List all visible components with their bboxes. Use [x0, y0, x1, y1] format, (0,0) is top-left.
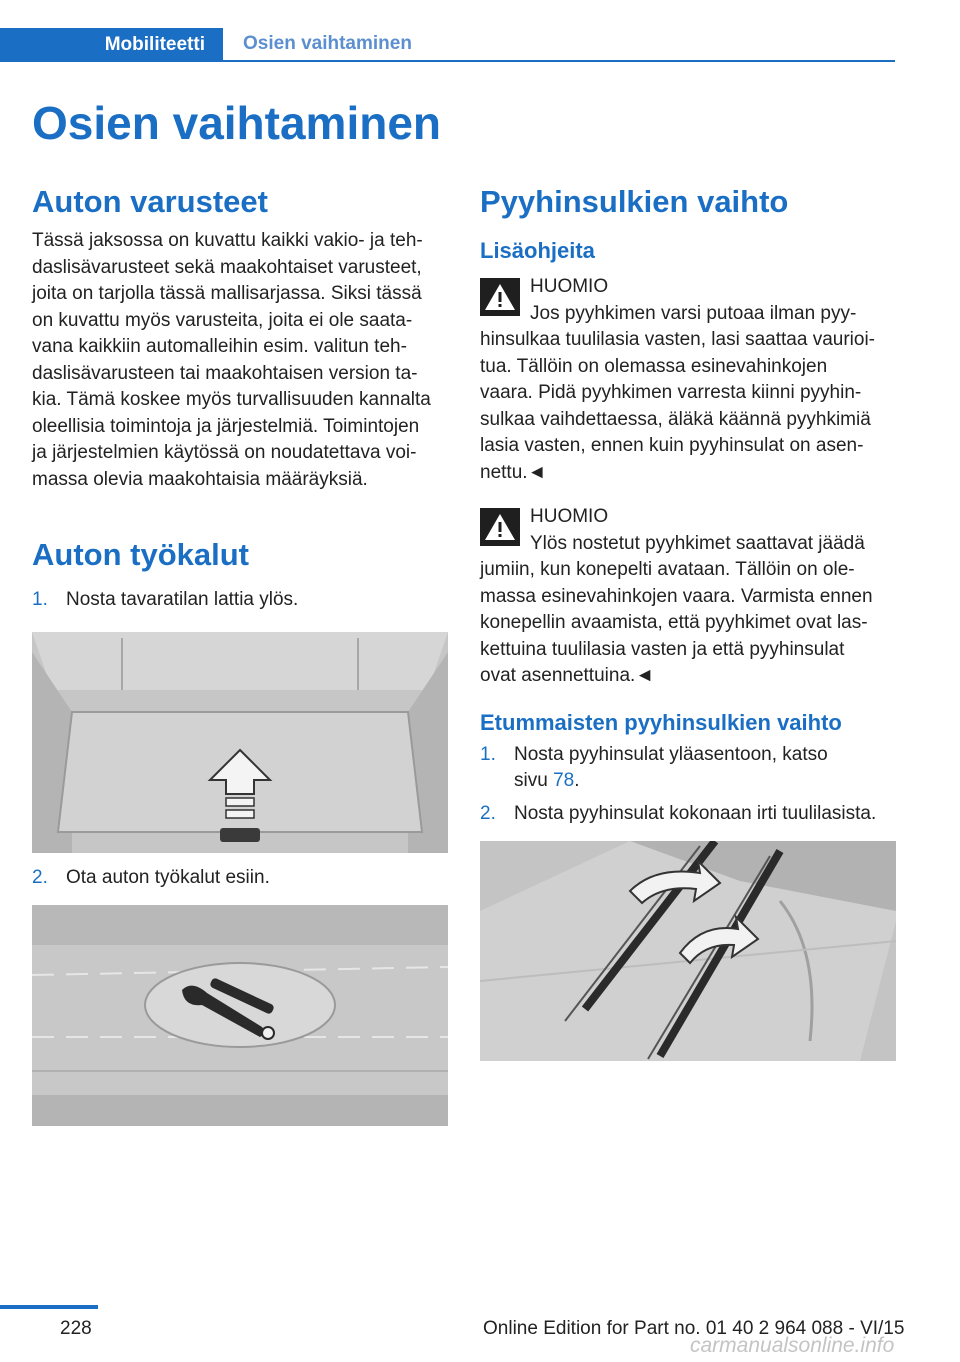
- text-line: nettu.◄: [480, 461, 547, 483]
- text-line: jumiin, kun konepelti avataan. Tällöin on ole-: [480, 559, 855, 580]
- text-line: Ylös nostetut pyyhkimet saattavat jäädä: [530, 532, 865, 554]
- warning-text: [480, 301, 896, 487]
- step-number: 2.: [32, 866, 48, 888]
- warning-triangle-icon: [480, 278, 520, 316]
- tools-steps-continued: [32, 865, 448, 892]
- text-line: ja järjestelmien käytössä on noudatettava voi-: [32, 442, 417, 463]
- step-text: Ota auton työkalut esiin.: [66, 866, 270, 888]
- section-tab-mobility[interactable]: Mobiliteetti: [0, 28, 223, 62]
- step-text: sivu: [514, 770, 554, 791]
- warning-title: HUOMIO: [530, 276, 609, 297]
- text-line: sulkaa vaihdettaessa, äläkä käännä pyyhkimiä: [480, 408, 871, 430]
- step-text: .: [574, 770, 580, 791]
- text-line: tua. Tällöin on olemassa esinevahinkojen: [480, 355, 828, 377]
- warning-block: [480, 504, 896, 690]
- equipment-paragraph: [32, 228, 448, 493]
- warning-block: [480, 274, 896, 486]
- subheading-front-wipers: Etummaisten pyyhinsulkien vaihto: [480, 709, 842, 735]
- edition-info: Online Edition for Part no. 01 40 2 964 088 - VI/15: [483, 1318, 905, 1339]
- list-item: [480, 801, 896, 828]
- warning-title: HUOMIO: [530, 506, 609, 527]
- list-item: [32, 587, 448, 614]
- text-line: vana kaikkiin automalleihin esim. valitun teh-: [32, 336, 407, 357]
- step-text: Nosta tavaratilan lattia ylös.: [66, 589, 299, 610]
- list-item: [480, 742, 896, 795]
- step-number: 1.: [32, 589, 48, 610]
- text-line: massa esinevahinkojen vaara. Varmista ennen: [480, 585, 873, 607]
- text-line: ovat asennettuina.◄: [480, 665, 655, 686]
- chapter-tab-replacing-parts[interactable]: Osien vaihtaminen: [223, 28, 895, 62]
- right-column: [480, 182, 896, 1061]
- section-heading-tools: Auton työkalut: [32, 537, 249, 572]
- trunk-floor-illustration: [32, 632, 448, 853]
- step-number: 1.: [480, 743, 496, 765]
- subheading-notes: Lisäohjeita: [480, 238, 595, 263]
- running-header: [0, 28, 895, 62]
- text-line: vaara. Pidä pyyhkimen varresta kiinni pyyhin-: [480, 382, 862, 403]
- text-line: massa olevia maakohtaisia määräyksiä.: [32, 468, 368, 490]
- section-heading-equipment: Auton varusteet: [32, 184, 268, 219]
- text-line: on kuvattu myös varusteita, joita ei ole saata-: [32, 309, 413, 331]
- text-line: kia. Tämä koskee myös turvallisuuden kannalta: [32, 389, 431, 410]
- step-text: Nosta pyyhinsulat kokonaan irti tuulilasista.: [514, 802, 877, 824]
- footer-rule: [0, 1305, 98, 1309]
- text-line: daslisävarusteen tai maakohtaisen version ta-: [32, 362, 418, 384]
- step-number: 2.: [480, 802, 496, 824]
- warning-triangle-icon: [480, 508, 520, 546]
- text-line: konepellin avaamista, että pyyhkimet ovat las-: [480, 612, 868, 633]
- text-line: hinsulkaa tuulilasia vasten, lasi saattaa vaurioi-: [480, 329, 875, 350]
- list-item: [32, 865, 448, 892]
- text-line: Jos pyyhkimen varsi putoaa ilman pyy-: [530, 302, 857, 324]
- section-heading-wiper-blades: Pyyhinsulkien vaihto: [480, 184, 789, 219]
- vehicle-tools-illustration: [32, 905, 448, 1126]
- left-column: [32, 182, 448, 1126]
- step-text: Nosta pyyhinsulat yläasentoon, katso: [514, 743, 828, 765]
- text-line: Tässä jaksossa on kuvattu kaikki vakio- ja teh-: [32, 230, 423, 251]
- text-line: joita on tarjolla tässä mallisarjassa. Siksi tässä: [32, 283, 422, 304]
- page-reference-link[interactable]: 78: [553, 770, 575, 791]
- text-line: daslisävarusteet sekä maakohtaiset varusteet,: [32, 256, 422, 278]
- tools-steps: [32, 587, 448, 614]
- wiper-removal-illustration: [480, 841, 896, 1061]
- page-title: Osien vaihtaminen: [32, 97, 442, 149]
- watermark: carmanualsonline.info: [690, 1334, 895, 1357]
- front-wiper-steps: [480, 742, 896, 828]
- warning-text: [480, 531, 896, 690]
- text-line: kettuina tuulilasia vasten ja että pyyhinsulat: [480, 638, 845, 660]
- text-line: lasia vasten, ennen kuin pyyhinsulat on asen-: [480, 435, 864, 456]
- page-number: 228: [60, 1318, 92, 1339]
- text-line: oleellisia toimintoja ja järjestelmiä. Toimintojen: [32, 415, 420, 437]
